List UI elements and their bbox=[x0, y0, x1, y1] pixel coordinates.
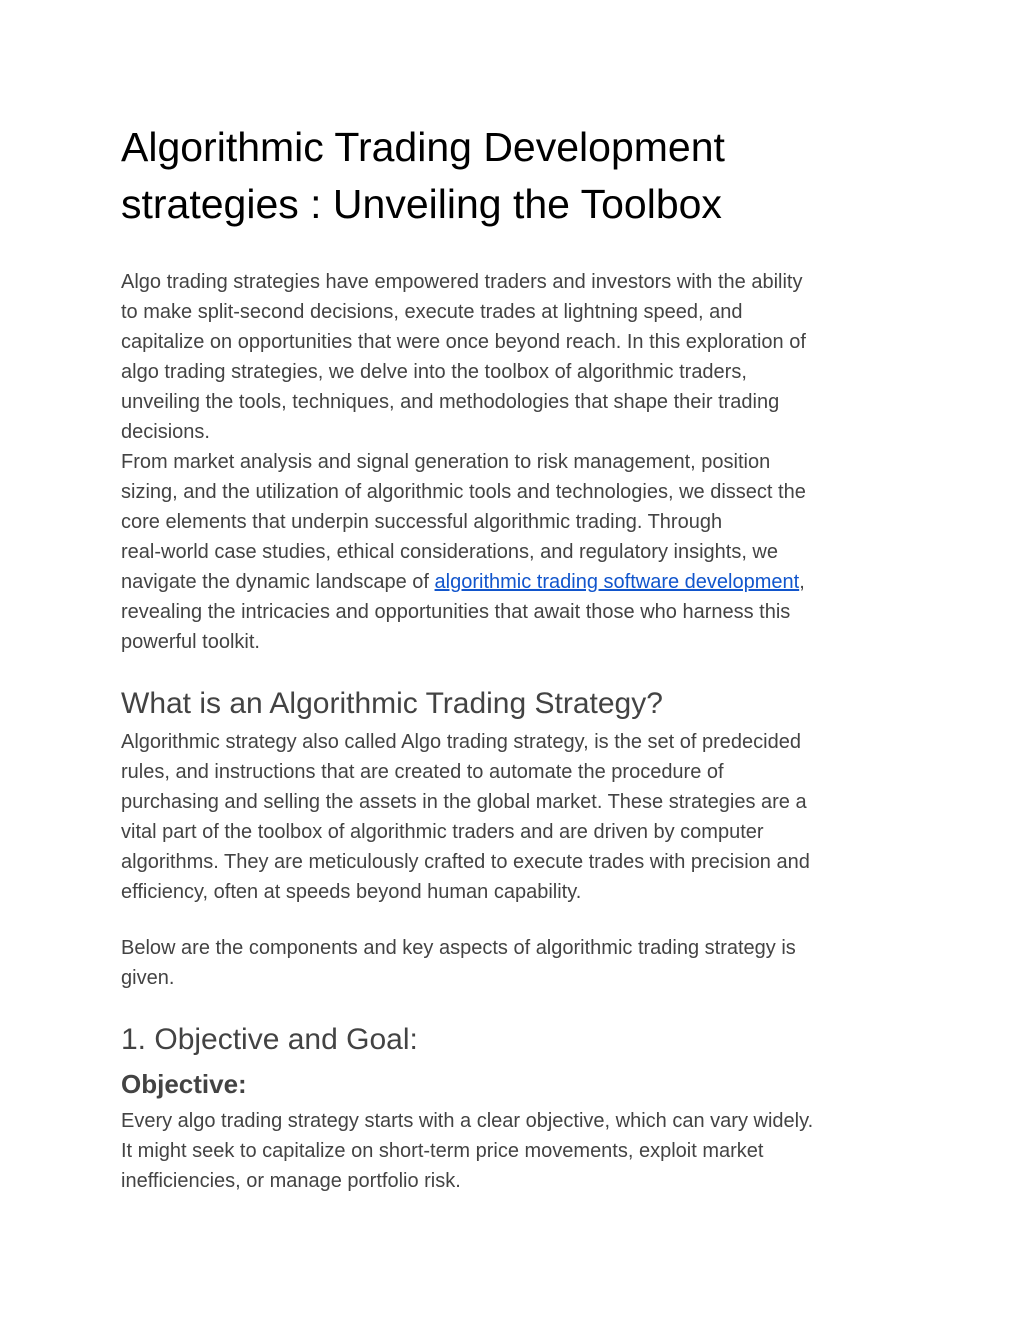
strategy-line: efficiency, often at speeds beyond human capability. bbox=[121, 881, 582, 903]
intro-line: real-world case studies, ethical considerations, and regulatory insights, we bbox=[121, 541, 779, 563]
intro-line: to make split-second decisions, execute trades at lightning speed, and bbox=[121, 301, 743, 323]
intro-line: sizing, and the utilization of algorithmic tools and technologies, we dissect the bbox=[121, 481, 806, 503]
software-development-link[interactable]: algorithmic trading software development bbox=[434, 571, 800, 593]
section-heading-strategy: What is an Algorithmic Trading Strategy? bbox=[121, 687, 663, 720]
objective-line: Every algo trading strategy starts with a clear objective, which can vary widely. bbox=[121, 1110, 814, 1132]
intro-line: Algo trading strategies have empowered traders and investors with the ability bbox=[121, 271, 803, 293]
strategy-line: Algorithmic strategy also called Algo trading strategy, is the set of predecided bbox=[121, 731, 801, 753]
strategy-paragraph bbox=[121, 727, 911, 907]
title-line-2: strategies : Unveiling the Toolbox bbox=[121, 181, 722, 227]
intro-line: core elements that underpin successful algorithmic trading. Through bbox=[121, 511, 723, 533]
intro-paragraph bbox=[121, 267, 911, 657]
objective-line: inefficiencies, or manage portfolio risk. bbox=[121, 1170, 461, 1192]
intro-line: unveiling the tools, techniques, and methodologies that shape their trading bbox=[121, 391, 780, 413]
intro-link-line bbox=[121, 567, 911, 597]
strategy-line: rules, and instructions that are created to automate the procedure of bbox=[121, 761, 724, 783]
intro-link-after: , bbox=[799, 571, 805, 593]
intro-line: capitalize on opportunities that were once beyond reach. In this exploration of bbox=[121, 331, 806, 353]
intro-line: revealing the intricacies and opportunities that await those who harness this bbox=[121, 601, 791, 623]
intro-link-before: navigate the dynamic landscape of bbox=[121, 571, 435, 593]
title-line-1: Algorithmic Trading Development bbox=[121, 124, 725, 170]
objective-line: It might seek to capitalize on short-term price movements, exploit market bbox=[121, 1140, 764, 1162]
intro-line: From market analysis and signal generation to risk management, position bbox=[121, 451, 771, 473]
components-paragraph bbox=[121, 933, 911, 993]
objective-paragraph bbox=[121, 1106, 911, 1196]
strategy-line: algorithms. They are meticulously crafted to execute trades with precision and bbox=[121, 851, 810, 873]
subheading-objective: Objective: bbox=[121, 1069, 247, 1099]
document-title bbox=[121, 119, 911, 233]
components-line: given. bbox=[121, 967, 175, 989]
section-heading-objective-goal: 1. Objective and Goal: bbox=[121, 1023, 418, 1056]
intro-line: decisions. bbox=[121, 421, 210, 443]
intro-line: algo trading strategies, we delve into the toolbox of algorithmic traders, bbox=[121, 361, 747, 383]
strategy-line: purchasing and selling the assets in the global market. These strategies are a bbox=[121, 791, 807, 813]
strategy-line: vital part of the toolbox of algorithmic traders and are driven by computer bbox=[121, 821, 764, 843]
components-line: Below are the components and key aspects of algorithmic trading strategy is bbox=[121, 937, 796, 959]
intro-line: powerful toolkit. bbox=[121, 631, 260, 653]
